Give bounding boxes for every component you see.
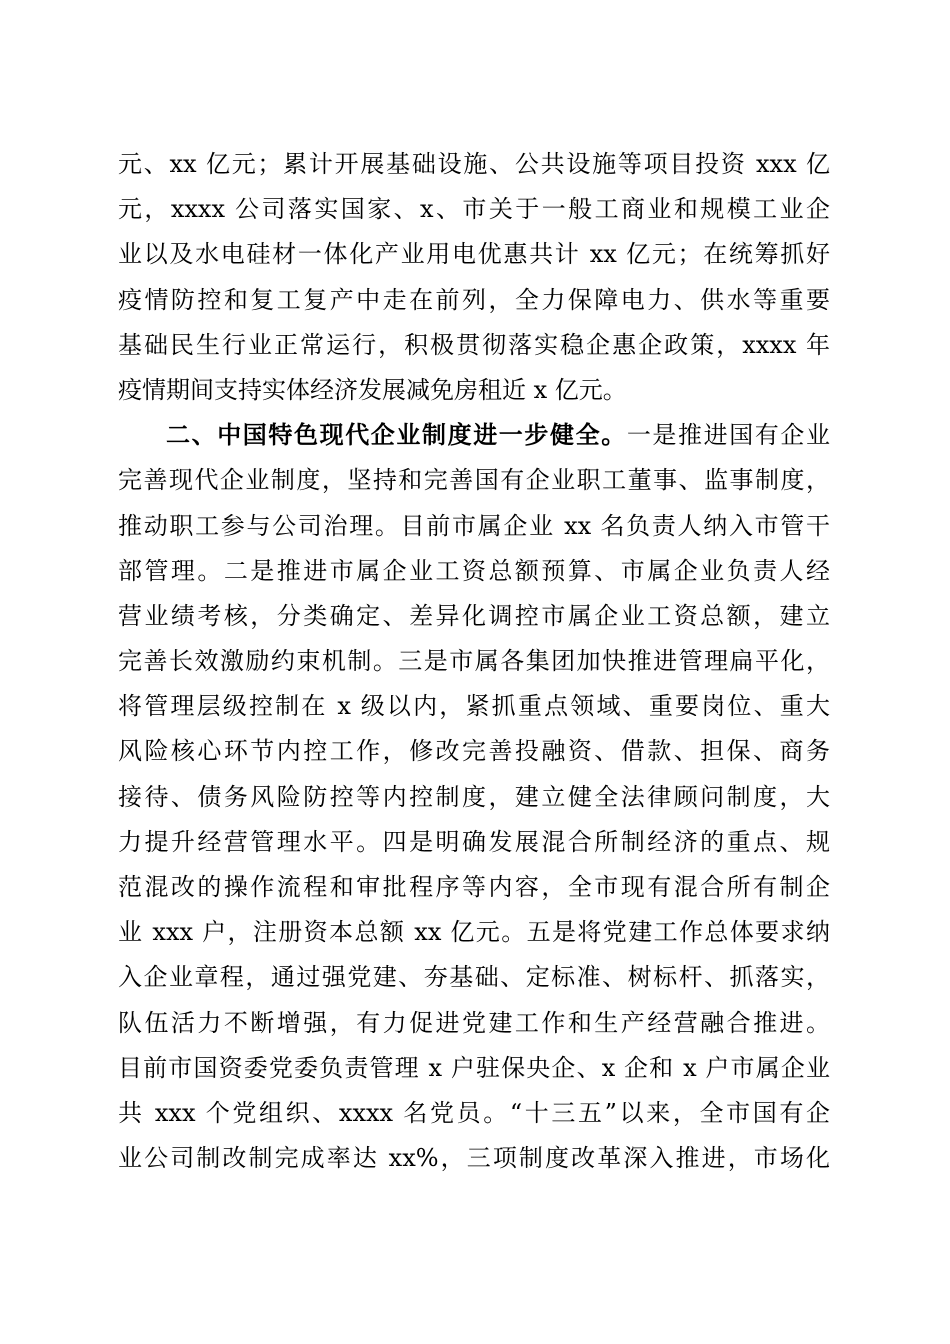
text-line: 队伍活力不断增强，有力促进党建工作和生产经营融合推进。 bbox=[118, 1008, 830, 1037]
paragraph-1 bbox=[118, 142, 830, 413]
paragraph-2 bbox=[118, 413, 830, 1181]
text-line: 推动职工参与公司治理。目前市属企业 xx 名负责人纳入市管干 bbox=[118, 511, 830, 540]
text-line: 营业绩考核，分类确定、差异化调控市属企业工资总额，建立 bbox=[118, 601, 830, 630]
text-line: 业 xxx 户，注册资本总额 xx 亿元。五是将党建工作总体要求纳 bbox=[118, 918, 830, 947]
section-heading: 二、中国特色现代企业制度进一步健全。 bbox=[166, 421, 627, 450]
text-line: 业公司制改制完成率达 xx%，三项制度改革深入推进，市场化 bbox=[118, 1144, 830, 1173]
text-line: 共 xxx 个党组织、xxxx 名党员。“十三五”以来，全市国有企 bbox=[118, 1098, 830, 1127]
text-line-first bbox=[118, 413, 830, 458]
text-line: 接待、债务风险防控等内控制度，建立健全法律顾问制度，大 bbox=[118, 782, 830, 811]
text-line: 风险核心环节内控工作，修改完善投融资、借款、担保、商务 bbox=[118, 737, 830, 766]
text-line: 元，xxxx 公司落实国家、x、市关于一般工商业和规模工业企 bbox=[118, 195, 830, 224]
text-line: 目前市国资委党委负责管理 x 户驻保央企、x 企和 x 户市属企业 bbox=[118, 1053, 830, 1082]
text-line: 将管理层级控制在 x 级以内，紧抓重点领域、重要岗位、重大 bbox=[118, 692, 830, 721]
text-line: 完善长效激励约束机制。三是市属各集团加快推进管理扁平化， bbox=[118, 647, 830, 676]
text-line: 业以及水电硅材一体化产业用电优惠共计 xx 亿元；在统筹抓好 bbox=[118, 240, 830, 269]
text-line: 基础民生行业正常运行，积极贯彻落实稳企惠企政策，xxxx 年 bbox=[118, 330, 830, 359]
text-line: 疫情防控和复工复产中走在前列，全力保障电力、供水等重要 bbox=[118, 285, 830, 314]
text-line: 入企业章程，通过强党建、夯基础、定标准、树标杆、抓落实， bbox=[118, 963, 830, 992]
body-text bbox=[118, 142, 830, 1181]
text-line: 完善现代企业制度，坚持和完善国有企业职工董事、监事制度， bbox=[118, 466, 830, 495]
text-line: 力提升经营管理水平。四是明确发展混合所制经济的重点、规 bbox=[118, 827, 830, 856]
text-line: 部管理。二是推进市属企业工资总额预算、市属企业负责人经 bbox=[118, 556, 830, 585]
text-line: 元、xx 亿元；累计开展基础设施、公共设施等项目投资 xxx 亿 bbox=[118, 150, 830, 178]
text-run: 一是推进国有企业 bbox=[626, 421, 831, 450]
text-line: 范混改的操作流程和审批程序等内容，全市现有混合所有制企 bbox=[118, 873, 830, 901]
text-line: 疫情期间支持实体经济发展减免房租近 x 亿元。 bbox=[118, 375, 627, 404]
